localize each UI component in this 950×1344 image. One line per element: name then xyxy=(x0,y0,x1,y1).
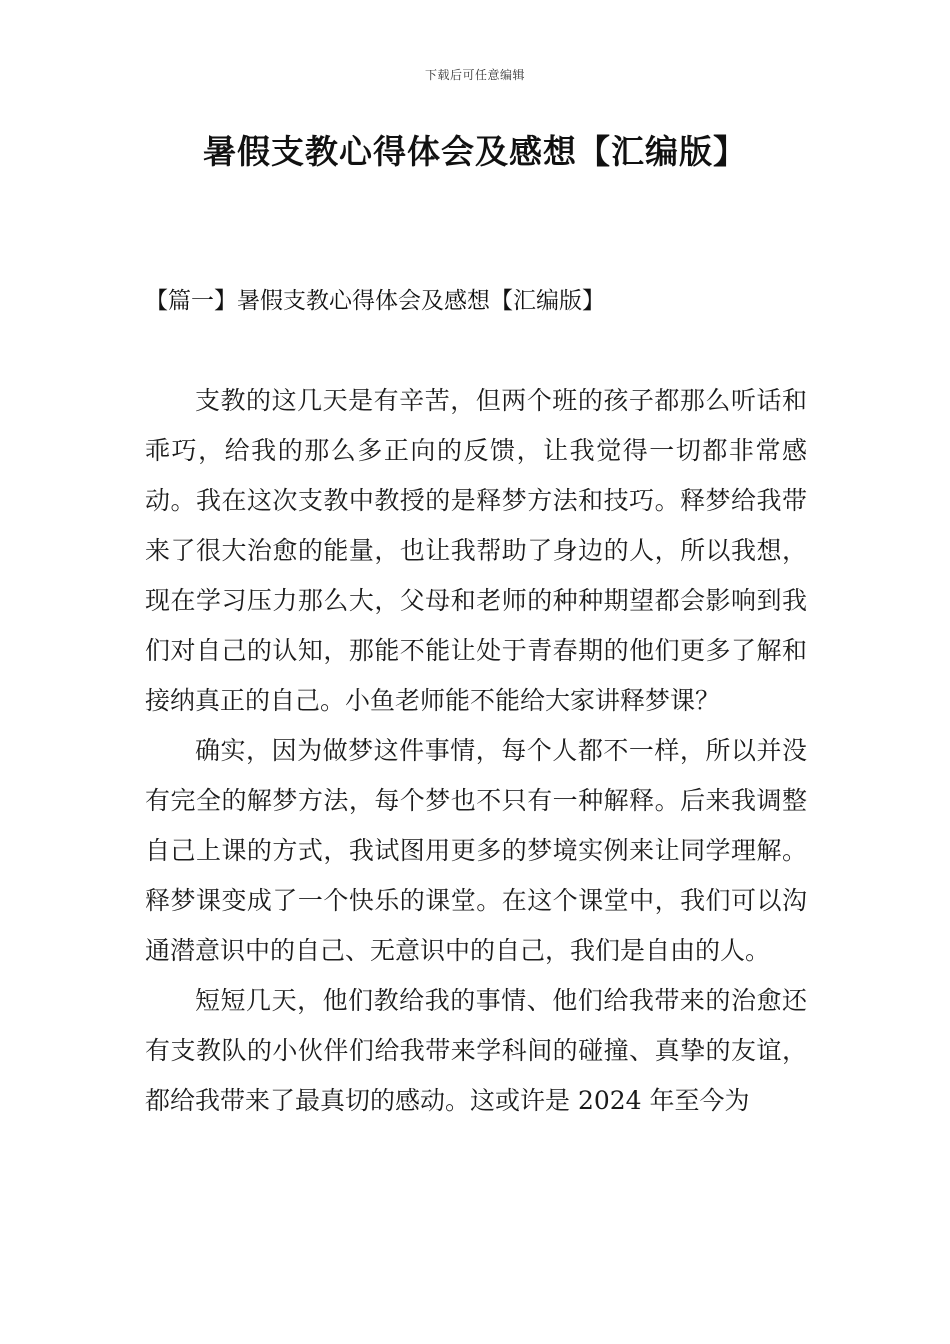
document-title: 暑假支教心得体会及感想【汇编版】 xyxy=(203,132,747,171)
body-text xyxy=(145,376,807,1126)
paragraph: 确实，因为做梦这件事情，每个人都不一样，所以并没有完全的解梦方法，每个梦也不只有一种解释。后来我调整自己上课的方式，我试图用更多的梦境实例来让同学理解。释梦课变成了一个快乐的课堂。在这个课堂中，我们可以沟通潜意识中的自己、无意识中的自己，我们是自由的人。 xyxy=(145,736,807,965)
paragraph: 短短几天，他们教给我的事情、他们给我带来的治愈还有支教队的小伙伴们给我带来学科间的碰撞、真挚的友谊，都给我带来了最真切的感动。这或许是 2024 年至今为 xyxy=(145,986,807,1115)
header-note: 下载后可任意编辑 xyxy=(424,68,525,82)
section-heading: 【篇一】暑假支教心得体会及感想【汇编版】 xyxy=(145,288,605,314)
paragraph: 支教的这几天是有辛苦，但两个班的孩子都那么听话和乖巧，给我的那么多正向的反馈，让我觉得一切都非常感动。我在这次支教中教授的是释梦方法和技巧。释梦给我带来了很大治愈的能量，也让我帮助了身边的人，所以我想，现在学习压力那么大，父母和老师的种种期望都会影响到我们对自己的认知，那能不能让处于青春期的他们更多了解和接纳真正的自己。小鱼老师能不能给大家讲释梦课？ xyxy=(145,386,807,715)
